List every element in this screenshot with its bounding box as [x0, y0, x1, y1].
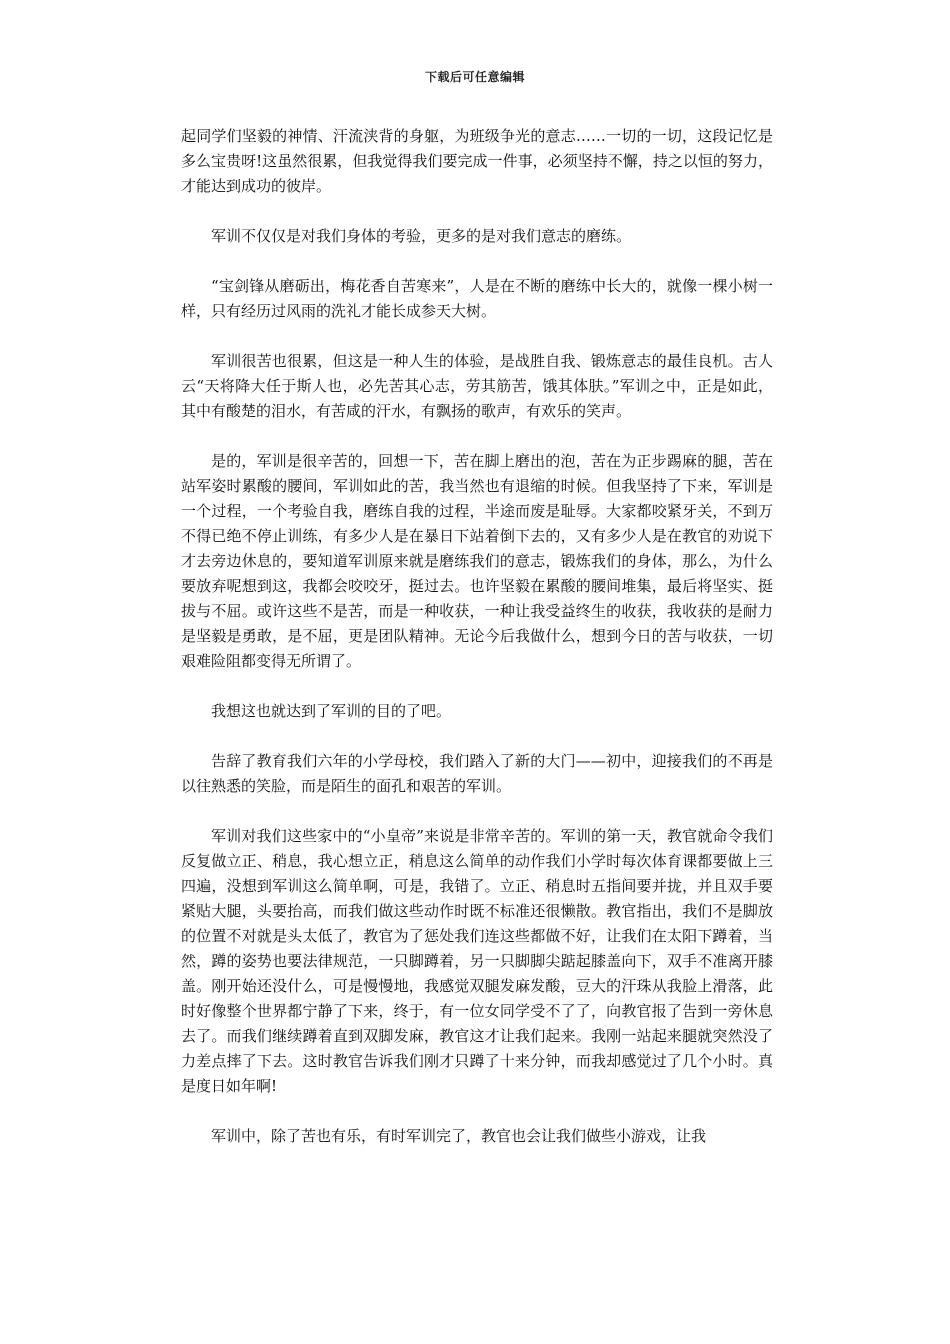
- paragraph-2: 军训不仅仅是对我们身体的考验，更多的是对我们意志的磨练。: [211, 227, 632, 245]
- paragraph-1: 起同学们坚毅的神情、汗流浃背的身躯，为班级争光的意志……一切的一切，这段记忆是多么宝贵呀!这虽然很累，但我觉得我们要完成一件事，必须坚持不懈，持之以恒的努力，才能达到成功的彼岸。: [181, 127, 773, 195]
- page-header: 下载后可任意编辑: [424, 70, 525, 84]
- paragraph-5: 是的，军训是很辛苦的，回想一下，苦在脚上磨出的泡，苦在为正步踢麻的腿，苦在站军姿时累酸的腰间，军训如此的苦，我当然也有退缩的时候。但我坚持了下来，军训是一个过程，一个考验自我，磨练自我的过程，半途而废是耻辱。大家都咬紧牙关，不到万不得已绝不停止训练，有多少人是在暴日下站着倒下去的，又有多少人是在教官的劝说下才去旁边休息的，要知道军训原来就是磨练我们的意志，锻炼我们的身体，那么，为什么要放弃呢想到这，我都会咬咬牙，挺过去。也许坚毅在累酸的腰间堆集，最后将坚实、挺拔与不屈。或许这些不是苦，而是一种收获，一种让我受益终生的收获，我收获的是耐力是坚毅是勇敢，是不屈，更是团队精神。无论今后我做什么，想到今日的苦与收获，一切艰难险阻都变得无所谓了。: [181, 452, 773, 670]
- paragraph-7: 告辞了教育我们六年的小学母校，我们踏入了新的大门——初中，迎接我们的不再是以往熟悉的笑脸，而是陌生的面孔和艰苦的军训。: [181, 752, 773, 795]
- paragraph-9: 军训中，除了苦也有乐，有时军训完了，教官也会让我们做些小游戏，让我: [211, 1127, 707, 1145]
- paragraph-3: “宝剑锋从磨砺出，梅花香自苦寒来”，人是在不断的磨练中长大的，就像一棵小树一样，只有经历过风雨的洗礼才能长成参天大树。: [181, 277, 773, 320]
- paragraph-4: 军训很苦也很累，但这是一种人生的体验，是战胜自我、锻炼意志的最佳良机。古人云“天将降大任于斯人也，必先苦其心志，劳其筋苦，饿其体肤。”军训之中，正是如此，其中有酸楚的泪水，有苦咸的汗水，有飘扬的歌声，有欢乐的笑声。: [181, 352, 773, 420]
- paragraph-8: 军训对我们这些家中的“小皇帝”来说是非常辛苦的。军训的第一天，教官就命令我们反复做立正、稍息，我心想立正，稍息这么简单的动作我们小学时每次体育课都要做上三四遍，没想到军训这么简单啊，可是，我错了。立正、稍息时五指间要并拢，并且双手要紧贴大腿，头要抬高，而我们做这些动作时既不标准还很懒散。教官指出，我们不是脚放的位置不对就是头太低了，教官为了惩处我们连这些都做不好，让我们在太阳下蹲着，当然，蹲的姿势也要法律规范，一只脚蹲着，另一只脚脚尖踮起膝盖向下，双手不准离开膝盖。刚开始还没什么，可是慢慢地，我感觉双腿发麻发酸，豆大的汗珠从我脸上滑落，此时好像整个世界都宁静了下来，终于，有一位女同学受不了了，向教官报了告到一旁休息去了。而我们继续蹲着直到双脚发麻，教官这才让我们起来。我刚一站起来腿就突然没了力差点摔了下去。这时教官告诉我们刚才只蹲了十来分钟，而我却感觉过了几个小时。真是度日如年啊!: [181, 827, 773, 1095]
- document-body: [181, 124, 773, 1174]
- paragraph-6: 我想这也就达到了军训的目的了吧。: [211, 702, 452, 720]
